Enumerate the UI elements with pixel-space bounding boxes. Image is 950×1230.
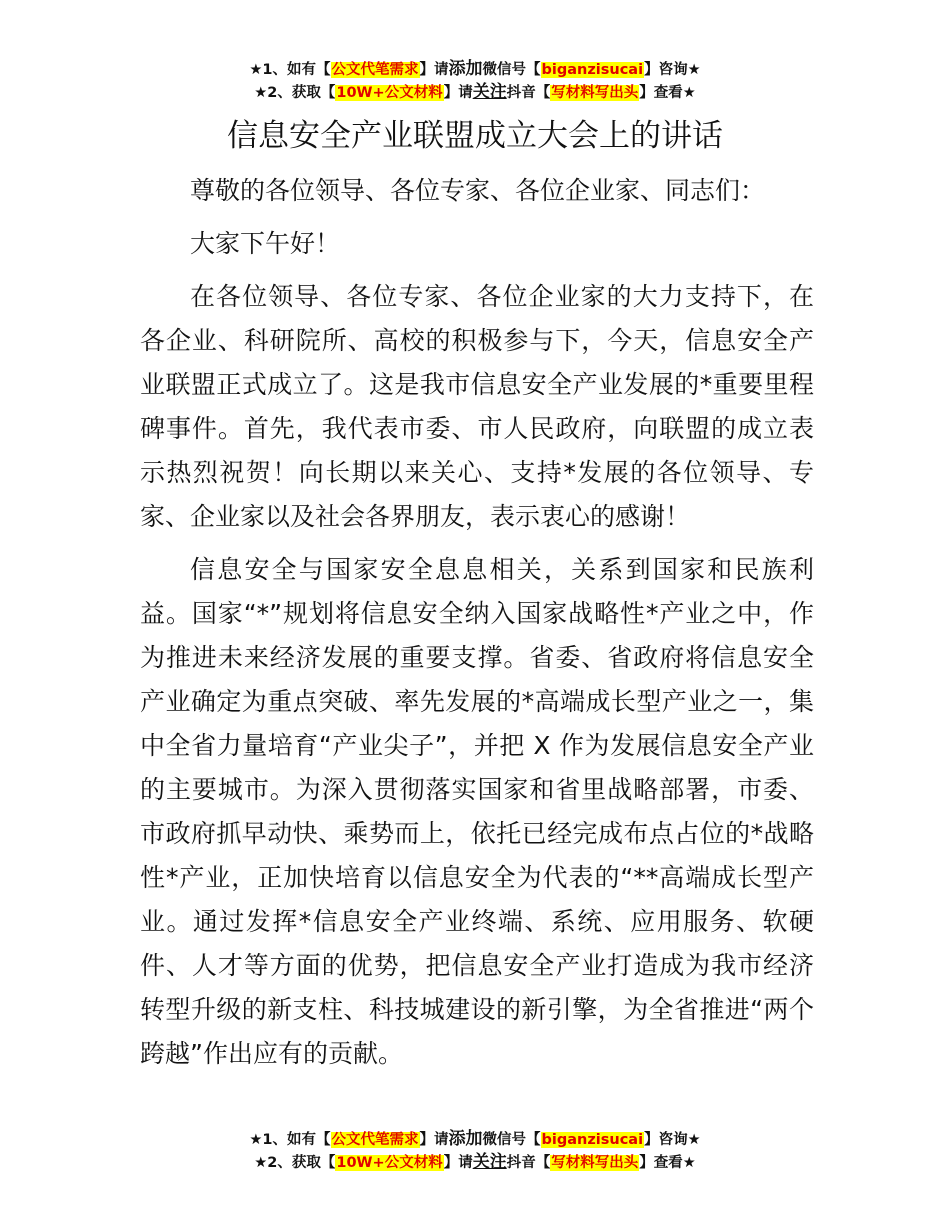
banner-text: 】查看★ — [639, 1155, 696, 1171]
banner-text: 】请 — [419, 1132, 449, 1148]
banner-emphasis: 关注 — [472, 82, 507, 102]
banner-highlight: 写材料写出头 — [551, 1155, 639, 1171]
banner-line-2 — [0, 81, 950, 104]
banner-text: 】查看★ — [639, 85, 696, 101]
banner-text: 微信号【 — [482, 62, 541, 78]
banner-text: 】请 — [443, 1155, 473, 1171]
footer-banner — [0, 1128, 950, 1174]
banner-text: 抖音【 — [506, 85, 551, 101]
banner-text: ★2、获取【 — [254, 1155, 336, 1171]
banner-text: 】请 — [419, 62, 449, 78]
banner-emphasis: 关注 — [472, 1152, 507, 1172]
banner-text: 微信号【 — [482, 1132, 541, 1148]
banner-text: 抖音【 — [506, 1155, 551, 1171]
banner-highlight: biganzisucai — [541, 62, 644, 78]
banner-emphasis: 添加 — [448, 59, 483, 79]
banner-highlight: 公文代笔需求 — [331, 1132, 419, 1148]
salutation: 尊敬的各位领导、各位专家、各位企业家、同志们： — [190, 176, 766, 205]
banner-line-1 — [0, 58, 950, 81]
banner-highlight: 写材料写出头 — [551, 85, 639, 101]
document-title: 信息安全产业联盟成立大会上的讲话 — [227, 118, 723, 154]
banner-text: ★1、如有【 — [249, 1132, 331, 1148]
banner-line-2 — [0, 1151, 950, 1174]
header-banner — [0, 58, 950, 104]
banner-text: 】咨询★ — [644, 1132, 701, 1148]
greeting: 大家下午好！ — [190, 229, 341, 258]
body-paragraph-2: 信息安全与国家安全息息相关，关系到国家和民族利益。国家“*”规划将信息安全纳入国家战略性*产业之中，作为推进未来经济发展的重要支撑。省委、省政府将信息安全产业确定为重点突破、率先发展的*高端成长型产业之一，集中全省力量培育“产业尖子”，并把 X 作为发展信息安全产业的主要城市。为深入贯彻落实国家和省里战略部署，市委、市政府抓早动快、乘势而上，依托已经完成布点占位的*战略性*产业，正加快培育以信息安全为代表的“**高端成长型产业。通过发挥*信息安全产业终端、系统、应用服务、软硬件、人才等方面的优势，把信息安全产业打造成为我市经济转型升级的新支柱、科技城建设的新引擎，为全省推进“两个跨越”作出应有的贡献。 — [140, 555, 814, 1068]
banner-text: ★2、获取【 — [254, 85, 336, 101]
banner-highlight: 10W+公文材料 — [336, 85, 443, 101]
body-paragraph-1: 在各位领导、各位专家、各位企业家的大力支持下，在各企业、科研院所、高校的积极参与下，今天，信息安全产业联盟正式成立了。这是我市信息安全产业发展的*重要里程碑事件。首先，我代表市委、市人民政府，向联盟的成立表示热烈祝贺！向长期以来关心、支持*发展的各位领导、专家、企业家以及社会各界朋友，表示衷心的感谢！ — [140, 282, 814, 531]
banner-highlight: 公文代笔需求 — [331, 62, 419, 78]
banner-highlight: 10W+公文材料 — [336, 1155, 443, 1171]
banner-line-1 — [0, 1128, 950, 1151]
banner-emphasis: 添加 — [448, 1129, 483, 1149]
banner-text: ★1、如有【 — [249, 62, 331, 78]
document-body — [140, 169, 814, 1085]
banner-text: 】请 — [443, 85, 473, 101]
banner-highlight: biganzisucai — [541, 1132, 644, 1148]
banner-text: 】咨询★ — [644, 62, 701, 78]
